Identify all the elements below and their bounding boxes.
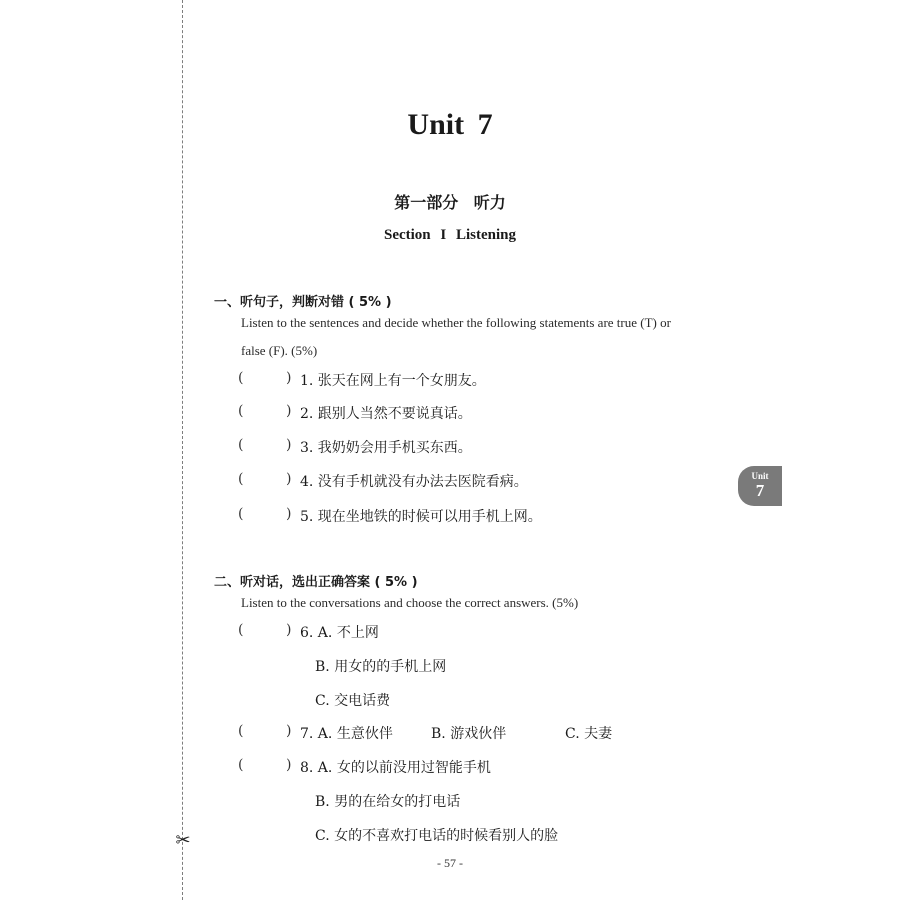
answer-blank[interactable]: ( ) — [238, 437, 292, 453]
part1-instruction-line1: Listen to the sentences and decide whether the following statements are true (T) or — [241, 315, 671, 330]
part2-instruction: Listen to the conversations and choose the correct answers. (5%) — [241, 595, 579, 610]
question-text: 1. 张天在网上有一个女朋友。 — [300, 373, 486, 389]
answer-blank[interactable]: ( ) — [238, 471, 292, 487]
answer-blank[interactable]: ( ) — [238, 403, 292, 419]
part1-heading: 一、听句子，判断对错 ( 5% ) — [214, 295, 392, 310]
page-number: - 57 - — [437, 856, 463, 870]
answer-blank[interactable]: ( ) — [238, 622, 292, 638]
q7-option-c: C. 夫妻 — [565, 726, 613, 742]
answer-blank[interactable]: ( ) — [238, 506, 292, 522]
answer-blank[interactable]: ( ) — [238, 370, 292, 386]
scissors-icon: ✂ — [175, 830, 191, 851]
question-4 — [238, 471, 698, 493]
question-text: 2. 跟别人当然不要说真话。 — [300, 406, 472, 422]
option-a: 8. A. 女的以前没用过智能手机 — [300, 760, 491, 776]
question-text: 3. 我奶奶会用手机买东西。 — [300, 440, 472, 456]
question-text: 5. 现在坐地铁的时候可以用手机上网。 — [300, 509, 542, 525]
question-3 — [238, 437, 698, 459]
option-a: 6. A. 不上网 — [300, 625, 379, 641]
question-2 — [238, 403, 698, 425]
part1-instruction-line2: false (F). (5%) — [241, 343, 318, 358]
answer-blank[interactable]: ( ) — [238, 757, 292, 773]
question-6 — [238, 622, 698, 644]
part2-heading: 二、听对话，选出正确答案 ( 5% ) — [214, 575, 418, 590]
unit-tab-number: 7 — [755, 481, 765, 500]
question-text: 4. 没有手机就没有办法去医院看病。 — [300, 474, 528, 490]
question-1 — [238, 370, 698, 392]
question-5 — [238, 506, 698, 528]
q8-option-b: B. 男的在给女的打电话 — [315, 794, 461, 810]
q8-option-c: C. 女的不喜欢打电话的时候看别人的脸 — [315, 828, 559, 844]
q6-option-c: C. 交电话费 — [315, 693, 391, 709]
q6-option-b: B. 用女的的手机上网 — [315, 659, 447, 675]
unit-tab-label: Unit — [751, 471, 769, 481]
option-a: 7. A. 生意伙伴 — [300, 726, 393, 742]
q7-option-b: B. 游戏伙伴 — [431, 726, 507, 742]
section-title: Section I Listening — [383, 227, 516, 243]
answer-blank[interactable]: ( ) — [238, 723, 292, 739]
question-8 — [238, 757, 698, 779]
unit-side-tab — [738, 466, 782, 506]
unit-title: Unit 7 — [407, 108, 493, 141]
part-title: 第一部分 听力 — [394, 193, 506, 212]
